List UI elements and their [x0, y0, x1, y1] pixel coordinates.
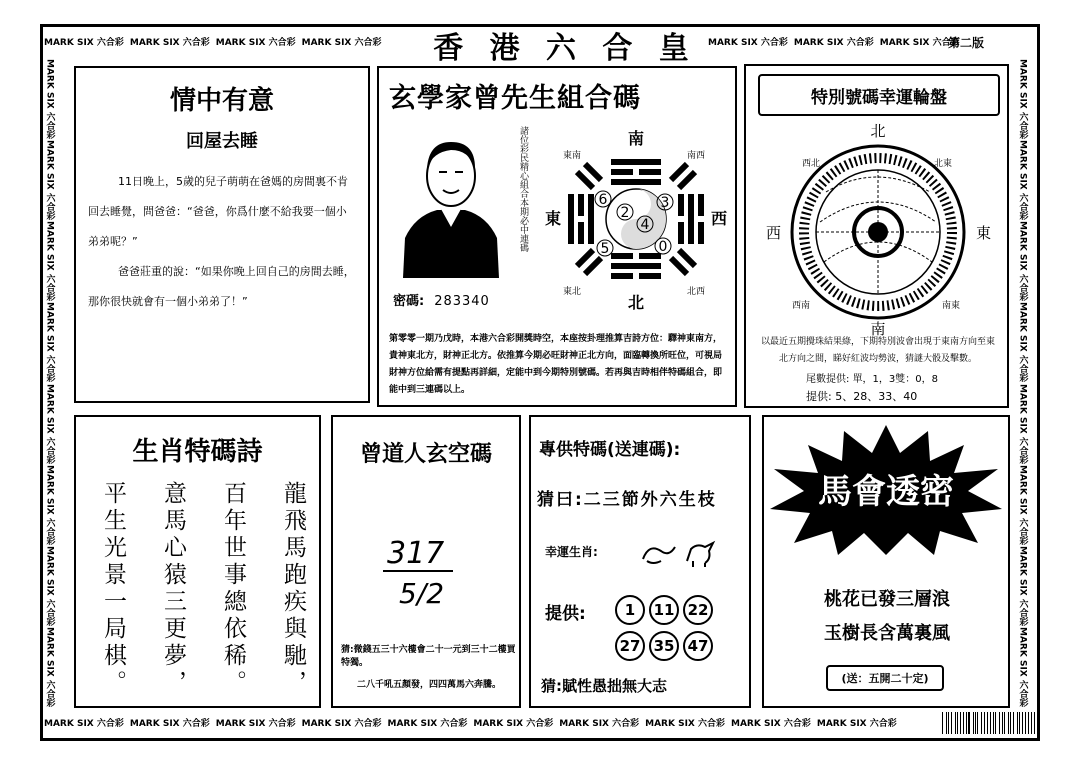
story-box: [74, 66, 370, 403]
wheel-north: 北: [870, 122, 886, 140]
number-ball: 27: [615, 631, 645, 661]
barcode-bar: [990, 712, 991, 734]
xuankong-title: 曾道人玄空碼: [359, 441, 492, 467]
wheel-description: 以最近五期攪珠結果綠，下期特別波會出現于東南方向至東北方向之間，睇好紅波均勢波，猜謎大骰及擊數。: [760, 337, 995, 364]
xuankong-line-2: 二八千吼五顏發，四四萬馬六奔騰。: [357, 680, 502, 690]
side-strip-left: MARK SIX 六合彩 MARK SIX 六合彩 MARK SIX 六合彩 MARK SIX 六合彩 MARK SIX 六合彩 MARK SIX 六合彩 MARK SIX 六合彩 MARK SIX 六合彩: [44, 58, 55, 708]
bagua-number: 0: [658, 239, 668, 255]
masthead-title: 香 港 六 合 皇: [433, 31, 689, 66]
story-paragraph: 11日晚上，5歲的兒子萌萌在爸媽的房間裏不肯回去睡覺，問爸爸：“爸爸，你爲什麼不給我要一個小弟弟呢？”: [88, 175, 348, 248]
bagua-southeast: 東南: [563, 151, 582, 161]
barcode-bar: [1019, 712, 1020, 734]
bagua-northwest: 北西: [687, 287, 706, 297]
bagua-number: 5: [600, 241, 610, 257]
barcode-bar: [984, 712, 985, 734]
bagua-west: 西: [711, 209, 728, 228]
wheel-southwest: 西南: [792, 301, 811, 311]
number-ball: 1: [615, 595, 645, 625]
barcode-graphic: [942, 706, 1036, 734]
barcode-bar: [1034, 712, 1035, 734]
dragon-horse-icon: [639, 537, 719, 569]
zodiac-poem-box: [74, 415, 321, 708]
lucky-wheel-box: [744, 64, 1009, 408]
poem-line: 百年世事總依稀。: [220, 481, 246, 697]
secret-code-value: 283340: [434, 294, 490, 309]
poem-line: 龍飛馬跑疾與馳，: [280, 481, 306, 697]
bagua-north: 北: [627, 293, 645, 312]
story-paragraph: 爸爸莊重的說：“如果你晚上回自己的房間去睡，那你很快就會有一個小弟弟了！”: [88, 265, 355, 308]
barcode-bar: [977, 712, 978, 734]
barcode-bar: [957, 712, 958, 734]
lucky-wheel-diagram: [766, 122, 996, 338]
wheel-south: 南: [870, 320, 886, 338]
header-strip-left: MARK SIX 六合彩 MARK SIX 六合彩 MARK SIX 六合彩 MARK SIX 六合彩: [44, 37, 382, 48]
bagua-south: 南: [627, 129, 645, 148]
bagua-number: 6: [598, 192, 608, 208]
barcode-bar: [968, 712, 969, 734]
special-code-box: [529, 415, 751, 708]
side-strip-right: MARK SIX 六合彩 MARK SIX 六合彩 MARK SIX 六合彩 MARK SIX 六合彩 MARK SIX 六合彩 MARK SIX 六合彩 MARK SIX 六合彩 MARK SIX 六合彩: [1017, 58, 1028, 708]
wheel-northwest: 西北: [802, 159, 821, 169]
special-code-title: 專供特碼(送連碼):: [539, 440, 681, 460]
portrait-image: [395, 128, 507, 278]
combination-code-title: 玄學家曾先生組合碼: [389, 83, 641, 114]
special-number-set: [615, 595, 735, 661]
handwritten-numbers: [373, 527, 473, 617]
number-ball: 35: [649, 631, 679, 661]
special-guess: 猜:賦性愚拙無大志: [541, 677, 667, 695]
barcode-bar: [951, 712, 952, 734]
wheel-west: 西: [766, 224, 782, 242]
secret-code: 密碼: 283340: [393, 294, 490, 309]
zodiac-poem-title: 生肖特碼詩: [132, 437, 263, 467]
wheel-east: 東: [976, 224, 992, 242]
bagua-northeast: 東北: [563, 287, 582, 297]
lucky-wheel-title: 特別號碼幸運輪盤: [758, 74, 1000, 116]
story-subtitle: 回屋去睡: [186, 131, 258, 152]
vertical-note: 諸位彩民精心組合本期必中連碼: [518, 126, 528, 252]
bagua-number: 4: [640, 217, 650, 233]
svg-text:5/2: 5/2: [399, 577, 445, 610]
bagua-diagram: [541, 124, 731, 314]
barcode-bar: [1025, 712, 1026, 734]
zodiac-poem: [98, 481, 308, 701]
starburst-text: 馬會透密: [818, 472, 954, 512]
number-ball: 22: [683, 595, 713, 625]
analysis-note: 第零零一期乃戊時，本港六合彩開獎時空，本座按卦理推算吉詩方位：驛神東南方，貴神東北方，財神正北方。依推算今期必旺財神正北方向，面臨轉換所旺位，可視局財神方位給需有提點再詳細，定能中到今期特別號碼。若再與吉時相伴特碼組合，即能中到三連碼以上。: [389, 334, 723, 395]
combination-code-box: [377, 66, 737, 407]
poem-line: 意馬心猿三更夢，: [160, 481, 186, 697]
special-code-riddle: 猜曰:二三節外六生枝: [537, 490, 717, 510]
poem-line: 平生光景一局棋。: [100, 481, 126, 697]
barcode-bar: [1004, 712, 1005, 734]
tail-number: 尾數提供: 單，1，3雙：0，8: [806, 374, 939, 385]
gift-note: (送：五開二十定): [826, 665, 944, 691]
barcode-bar: [1013, 712, 1014, 734]
number-ball: 11: [649, 595, 679, 625]
xuankong-code-box: [331, 415, 521, 708]
provide-label: 提供:: [545, 604, 586, 624]
barcode-bar: [942, 712, 943, 734]
footer-strip: MARK SIX 六合彩 MARK SIX 六合彩 MARK SIX 六合彩 MARK SIX 六合彩 MARK SIX 六合彩 MARK SIX 六合彩 MARK SIX 六合彩 MARK SIX 六合彩 MARK SIX 六合彩 MARK SIX 六合彩: [44, 718, 897, 729]
jockey-club-box: [762, 415, 1010, 708]
svg-text:317: 317: [387, 536, 445, 571]
provided-numbers: 提供: 5、28、33、40: [806, 390, 918, 403]
bagua-number: 3: [660, 195, 670, 211]
wheel-southeast: 南東: [942, 301, 961, 311]
wheel-northeast: 北東: [934, 159, 953, 169]
edition-label: 第二版: [948, 36, 985, 50]
barcode-bar: [966, 712, 967, 734]
starburst-banner: [768, 423, 1004, 557]
xuankong-line-1: 猜:微錢五三十六樓會二十一元到三十二樓買特獨。: [341, 645, 516, 668]
verse-line-1: 桃花已發三層浪: [824, 589, 950, 610]
bagua-east: 東: [545, 209, 562, 228]
bagua-southwest: 南西: [687, 151, 706, 161]
story-title: 情中有意: [169, 86, 274, 116]
barcode-bar: [999, 712, 1000, 734]
header-strip-right: MARK SIX 六合彩 MARK SIX 六合彩 MARK SIX 六合彩: [708, 37, 960, 48]
lucky-zodiac-label: 幸運生肖:: [545, 545, 598, 559]
verse-line-2: 玉樹長含萬裏風: [824, 623, 950, 644]
number-ball: 47: [683, 631, 713, 661]
bagua-number: 2: [620, 205, 630, 221]
